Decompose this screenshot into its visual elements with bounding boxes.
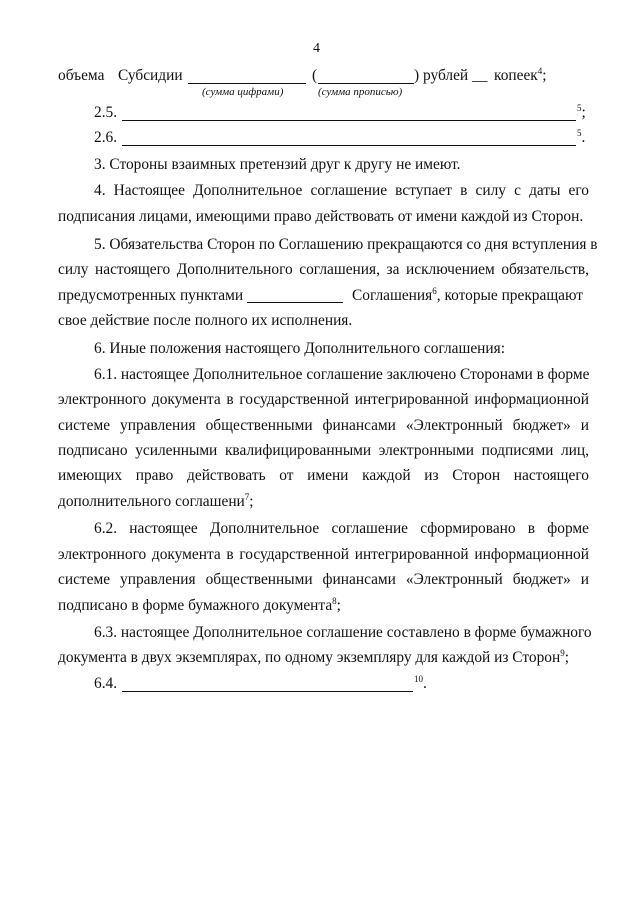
item-2-6-label: 2.6. — [94, 129, 118, 146]
item-6-1-line-5: имеющих право действовать от имени каждой из Сторон настоящего — [58, 467, 589, 484]
item-6-4-end: $^{10}$. — [414, 674, 427, 692]
item-6-1-line-1: 6.1. настоящее Дополнительное соглашение заключено Сторонами в форме — [94, 366, 590, 383]
item-5-points-blank — [247, 302, 343, 303]
item-2-5-end: $^5$; — [577, 103, 586, 121]
kopeck-label: копеек$^4$; — [494, 66, 547, 84]
item-6-2-line-2: электронного документа в государственной интегрированной информационной — [58, 546, 589, 563]
item-5-line-3b: Соглашения$^6$, которые прекращают — [352, 286, 584, 304]
item-5-line-2: силу настоящего Дополнительного соглашения, за исключением обязательств, — [58, 261, 589, 278]
subsidy-word: Субсидии — [118, 67, 183, 84]
item-6-1-line-4: подписано усиленными квалифицированными электронными подписями лиц, — [58, 442, 589, 459]
item-5-line-3a: предусмотренных пунктами — [58, 287, 244, 304]
item-6-1-line-3: системе управления общественными финансами «Электронный бюджет» и — [58, 417, 589, 434]
footnote-ref-7: 7 — [244, 492, 250, 502]
item-5-line-1: 5. Обязательства Сторон по Соглашению прекращаются со дня вступления в — [94, 236, 598, 253]
footnote-ref-9: 9 — [560, 648, 565, 658]
hint-sum-digits: (сумма цифрами) — [202, 86, 284, 98]
open-paren: ( — [312, 67, 318, 84]
footnote-ref-6: 6 — [432, 286, 437, 296]
subsidy-lead: объема — [58, 67, 105, 84]
page-number: 4 — [313, 41, 320, 56]
item-4-line-1: 4. Настоящее Дополнительное соглашение вступает в силу с даты его — [94, 182, 589, 199]
amount-words-blank — [318, 83, 414, 84]
item-2-6-end: $^5$. — [577, 128, 586, 146]
item-4-line-2: подписания лицами, имеющими право действовать от имени каждой из Сторон. — [58, 208, 584, 225]
item-6-2-line-3: системе управления общественными финансами «Электронный бюджет» и — [58, 571, 589, 588]
item-6-1-line-2: электронного документа в государственной интегрированной информационной — [58, 391, 589, 408]
footnote-ref-4: 4 — [537, 66, 543, 76]
footnote-ref-10: 10 — [414, 674, 423, 684]
item-2-5-blank — [122, 120, 576, 121]
item-6-1-line-6: дополнительного соглашени$^7$; — [58, 492, 254, 510]
footnote-ref-8: 8 — [332, 596, 337, 606]
amount-digits-blank — [188, 83, 306, 84]
item-6-4-blank — [122, 691, 413, 692]
item-6-3-line-1: 6.3. настоящее Дополнительное соглашение составлено в форме бумажного — [94, 624, 592, 641]
item-6-2-line-1: 6.2. настоящее Дополнительное соглашение сформировано в форме — [94, 520, 589, 537]
item-2-5-label: 2.5. — [94, 104, 118, 121]
kopeck-blank: __ — [472, 67, 488, 84]
rubles-label: ) рублей — [414, 67, 469, 84]
item-2-6-blank — [122, 145, 576, 146]
item-6-3-line-2: документа в двух экземплярах, по одному экземпляру для каждой из Сторон$^9$; — [58, 648, 569, 666]
item-6-4-label: 6.4. — [94, 675, 118, 692]
item-6-2-line-4: подписано в форме бумажного документа$^8$; — [58, 596, 341, 614]
item-5-line-4: свое действие после полного их исполнения. — [58, 312, 353, 329]
item-6: 6. Иные положения настоящего Дополнительного соглашения: — [94, 340, 506, 357]
hint-sum-words: (сумма прописью) — [318, 86, 403, 98]
item-3: 3. Стороны взаимных претензий друг к другу не имеют. — [94, 156, 461, 173]
